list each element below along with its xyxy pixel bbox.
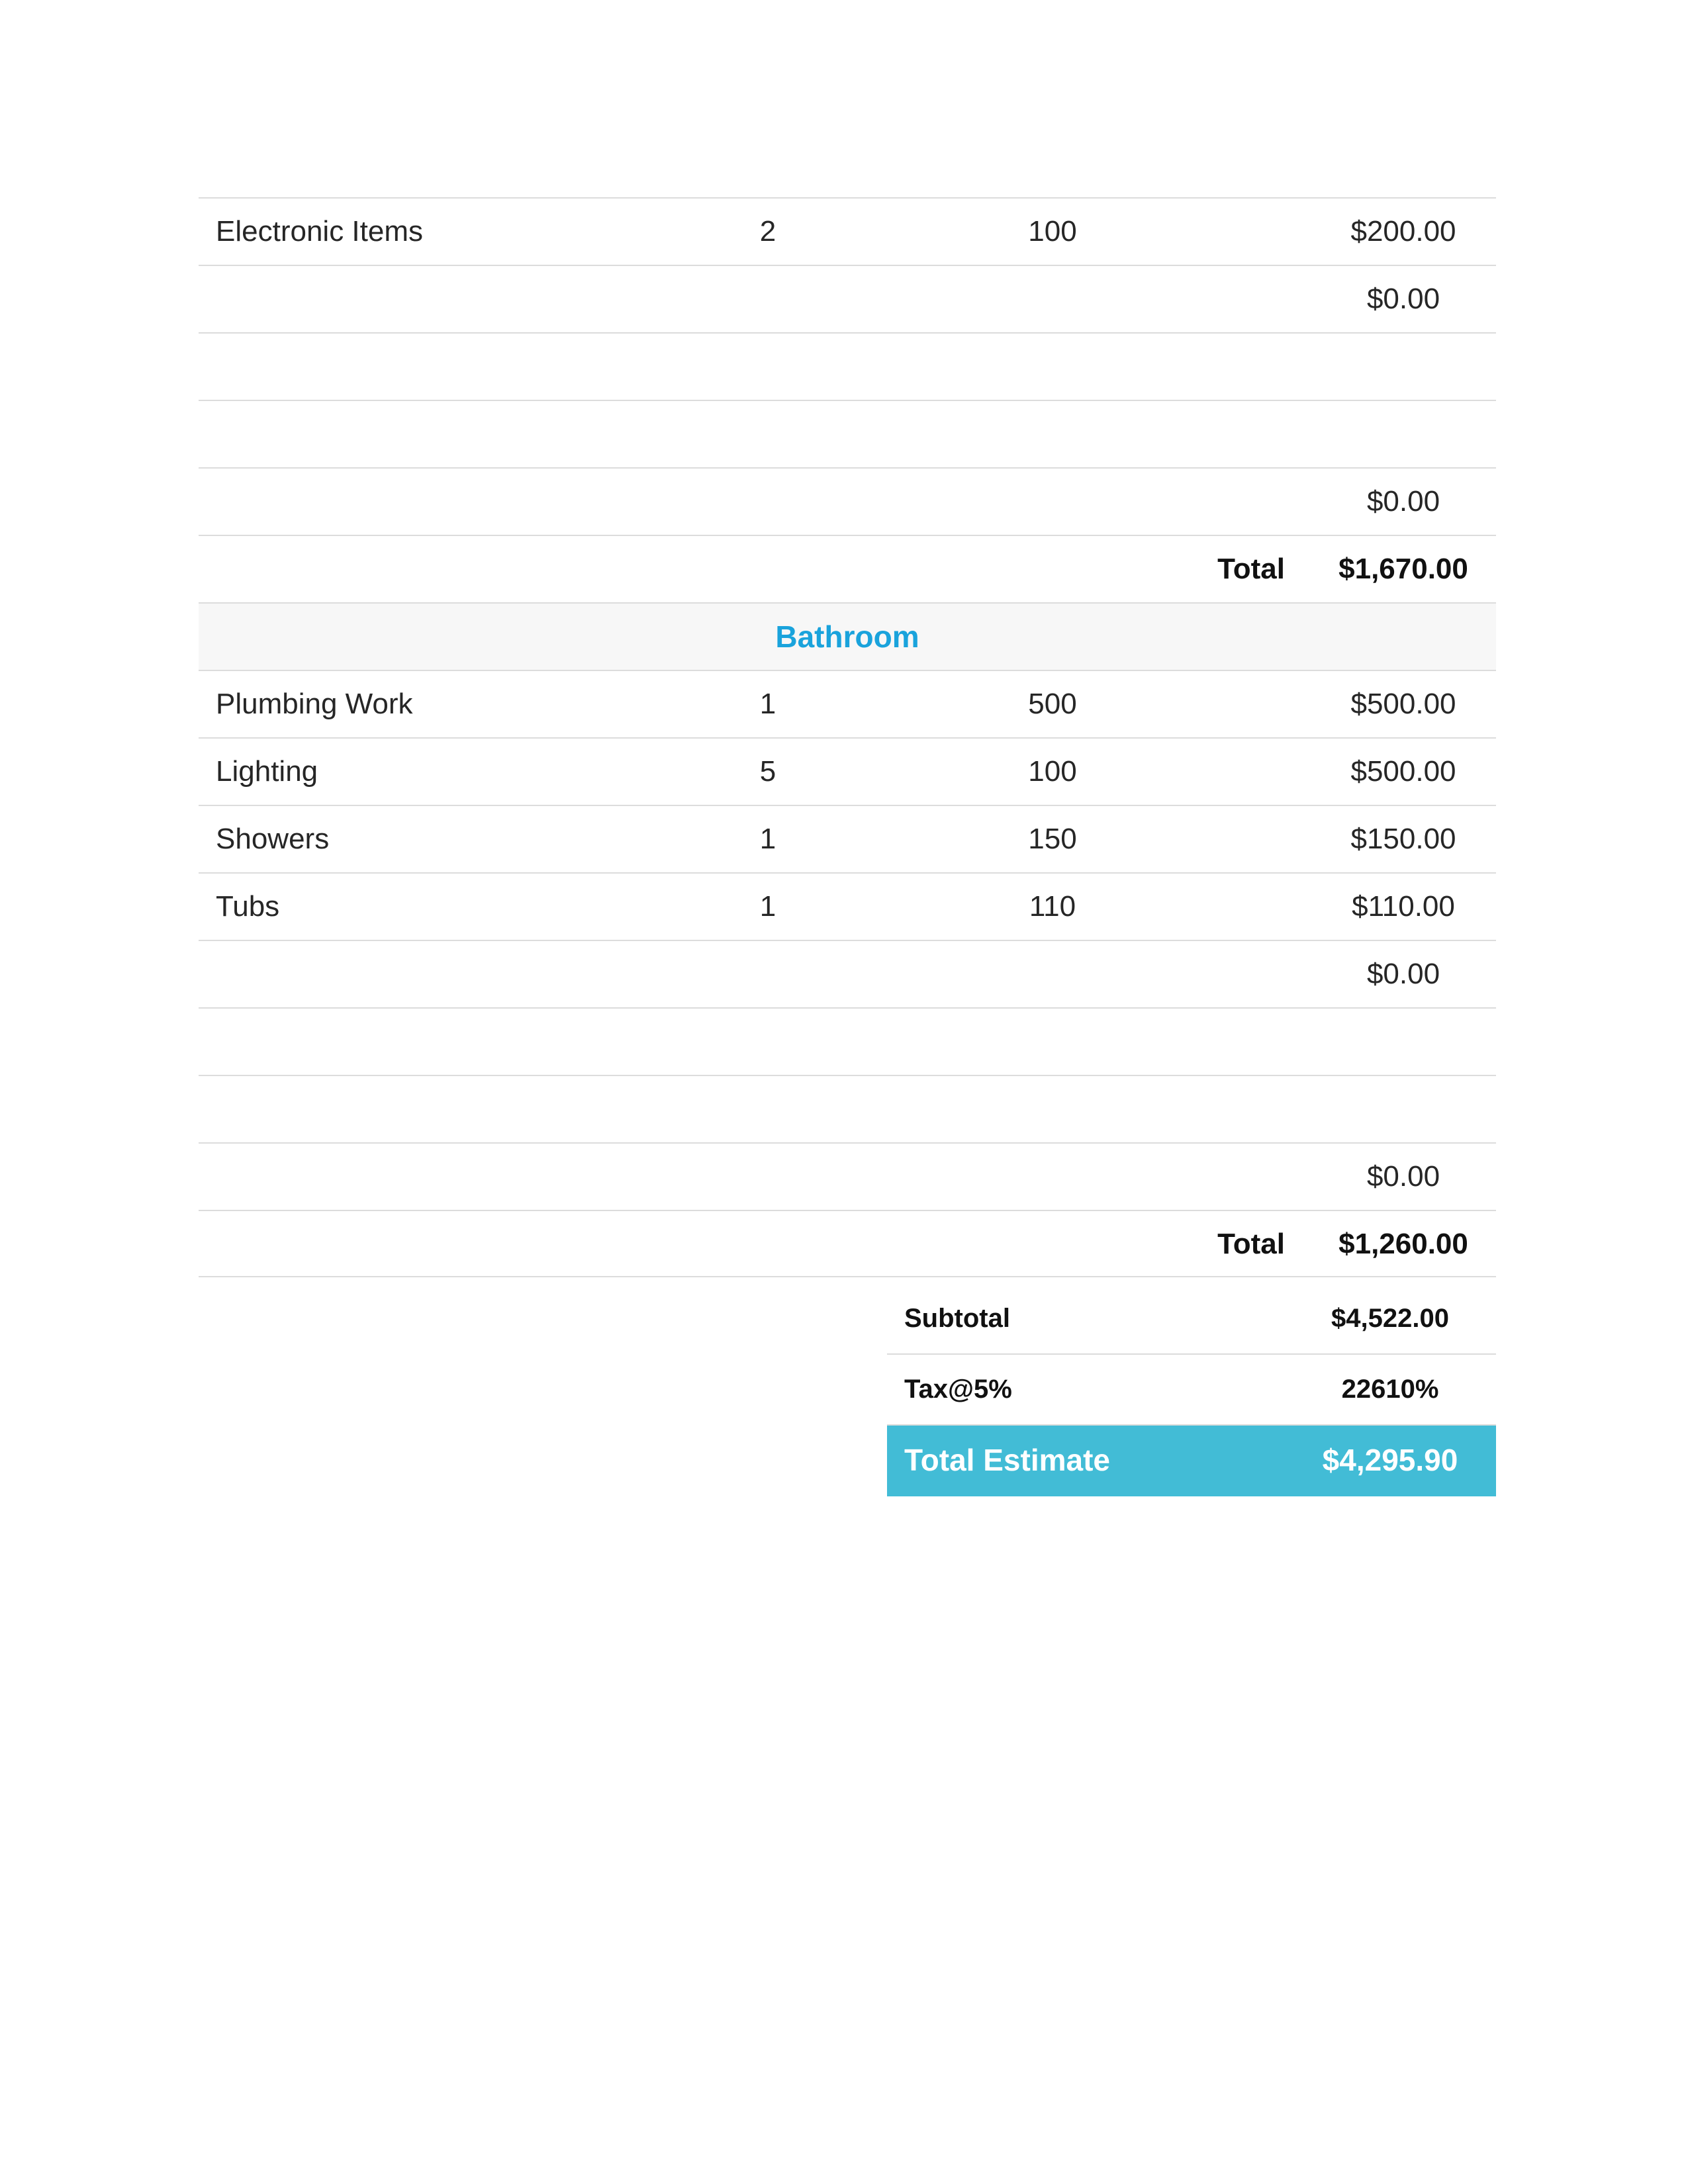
item-rate [973,1076,1132,1142]
estimate-summary [887,1284,1496,1496]
total-estimate-value: $4,295.90 [1322,1443,1458,1477]
item-qty [688,1144,847,1210]
section-total-label: Total [1217,553,1285,585]
item-amount: $150.00 [1350,823,1456,855]
item-amount: $0.00 [1366,1160,1440,1193]
item-qty: 1 [759,688,776,720]
item-description: Tubs [216,890,280,923]
table-row [199,1142,1496,1210]
tax-row [887,1355,1496,1426]
item-amount: $500.00 [1350,755,1456,788]
item-rate [973,1009,1132,1075]
item-rate [973,941,1132,1007]
table-row [199,1007,1496,1075]
item-qty: 1 [759,890,776,923]
item-amount: $0.00 [1366,283,1440,315]
subtotal-row [887,1284,1496,1355]
table-row [199,400,1496,467]
item-qty: 5 [759,755,776,788]
table-row [199,805,1496,872]
item-qty [688,334,847,400]
item-rate: 100 [1028,755,1077,788]
item-amount: $0.00 [1366,485,1440,518]
item-amount: $500.00 [1350,688,1456,720]
item-rate: 100 [1028,215,1077,248]
item-amount [1324,334,1483,400]
item-rate: 150 [1028,823,1077,855]
total-estimate-row [887,1426,1496,1496]
item-qty [688,941,847,1007]
total-estimate-label: Total Estimate [904,1443,1110,1477]
table-row [199,737,1496,805]
item-rate [973,469,1132,535]
item-description: Lighting [216,755,318,788]
estimate-sheet [199,197,1496,1277]
subtotal-value: $4,522.00 [1331,1304,1449,1333]
item-rate: 110 [1029,890,1076,923]
item-rate [973,334,1132,400]
item-amount: $0.00 [1366,958,1440,990]
item-rate [973,1144,1132,1210]
item-amount [1324,401,1483,467]
table-row [199,940,1496,1007]
section-total-row [199,1210,1496,1277]
item-qty: 1 [759,823,776,855]
section-total-row [199,535,1496,602]
item-qty [688,401,847,467]
section-total-label: Total [1217,1228,1285,1260]
item-qty [688,266,847,332]
section-total-value: $1,670.00 [1338,553,1468,585]
item-amount: $110.00 [1352,890,1455,923]
item-description: Electronic Items [216,215,423,248]
item-description: Showers [216,823,330,855]
item-qty: 2 [759,215,776,248]
tax-label: Tax@5% [904,1375,1012,1404]
table-row [199,197,1496,265]
table-row [199,467,1496,535]
section-header-bathroom [199,602,1496,670]
table-row [199,1075,1496,1142]
item-description: Plumbing Work [216,688,413,720]
section-total-value: $1,260.00 [1338,1228,1468,1260]
item-qty [688,1009,847,1075]
item-amount [1324,1009,1483,1075]
item-rate [973,401,1132,467]
table-row [199,332,1496,400]
table-row [199,265,1496,332]
item-rate: 500 [1028,688,1077,720]
tax-value: 22610% [1341,1375,1439,1404]
section-title: Bathroom [775,619,919,654]
item-amount [1324,1076,1483,1142]
item-qty [688,469,847,535]
item-rate [973,266,1132,332]
item-qty [688,1076,847,1142]
item-amount: $200.00 [1350,215,1456,248]
table-row [199,872,1496,940]
subtotal-label: Subtotal [904,1304,1010,1333]
table-row [199,670,1496,737]
